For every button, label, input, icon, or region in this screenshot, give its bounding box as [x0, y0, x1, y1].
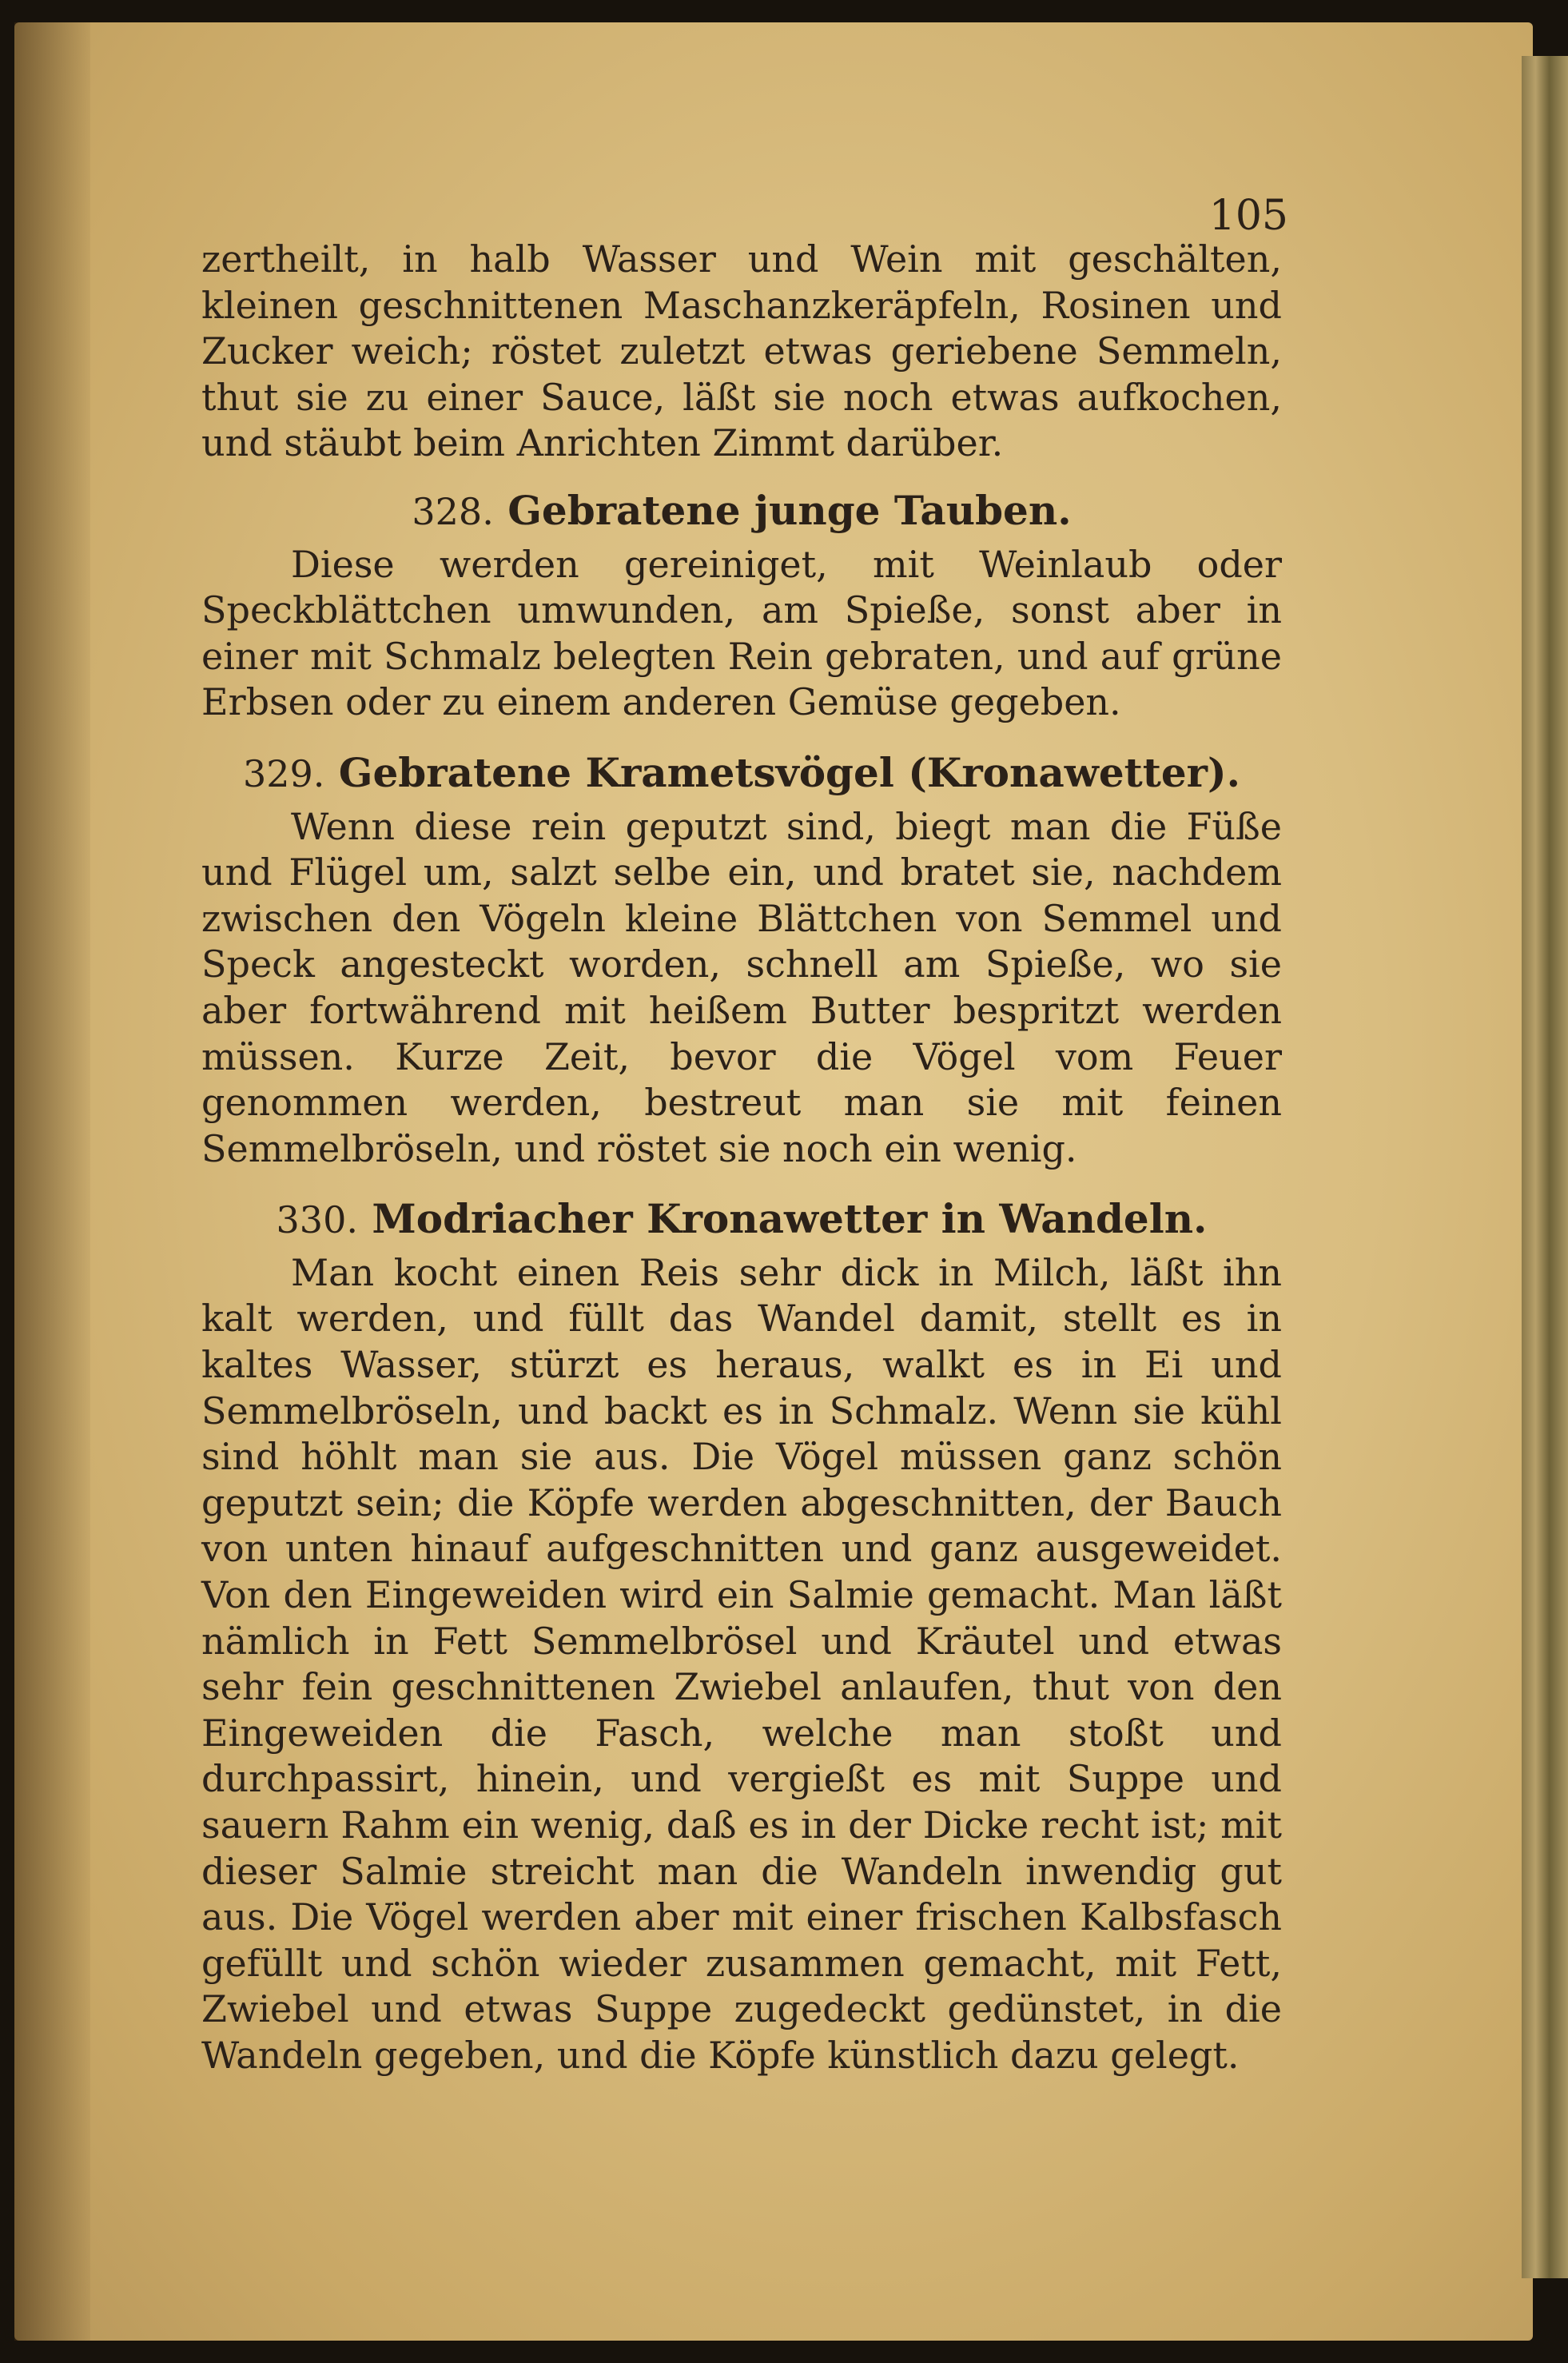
- recipe-330-title: Modriacher Kronawetter in Wandeln.: [372, 1195, 1208, 1243]
- page-number: 105: [1208, 192, 1288, 240]
- recipe-329-heading: [201, 750, 1282, 798]
- recipe-329-number: 329.: [242, 751, 325, 795]
- recipe-328-heading: [201, 488, 1282, 536]
- recipe-330-number: 330.: [276, 1198, 358, 1242]
- text-block: [201, 185, 1282, 2079]
- recipe-328-title: Gebratene junge Tauben.: [507, 486, 1072, 534]
- recipe-329-body: Wenn diese rein geputzt sind, biegt man die Füße und Flügel um, salzt selbe ein, und bratet sie, nachdem zwischen den Vögeln kleine Blättchen von Semmel und Speck angesteckt worden, schnell am Spieße, wo sie aber fortwährend mit heißem Butter bespritzt werden müssen. Kurze Zeit, bevor die Vögel vom Feuer genommen werden, bestreut man sie mit feinen Semmelbröseln, und röstet sie noch ein wenig.: [201, 804, 1282, 1170]
- recipe-329-title: Gebratene Krametsvögel (Kronawetter).: [338, 748, 1241, 796]
- recipe-328-body: Diese werden gereiniget, mit Weinlaub oder Speckblättchen umwunden, am Spieße, sonst aber in einer mit Schmalz belegten Rein gebraten, und auf grüne Erbsen oder zu einem anderen Gemüse gegeben.: [201, 542, 1282, 724]
- recipe-328-number: 328.: [412, 489, 494, 533]
- binding-gutter: [14, 22, 90, 2341]
- recipe-330-body: Man kocht einen Reis sehr dick in Milch, läßt ihn kalt werden, und füllt das Wandel damit, stellt es in kaltes Wasser, stürzt es heraus, walkt es in Ei und Semmelbröseln, und backt es in Schmalz. Wenn sie kühl sind höhlt man sie aus. Die Vögel müssen ganz schön geputzt sein; die Köpfe werden abgeschnitten, der Bauch von unten hinauf aufgeschnitten und ganz ausgeweidet. Von den Eingeweiden wird ein Salmie gemacht. Man läßt nämlich in Fett Semmelbrösel und Kräutel und etwas sehr fein geschnittenen Zwiebel anlaufen, thut von den Eingeweiden die Fasch, welche man stoßt und durchpassirt, hinein, und vergießt es mit Suppe und sauern Rahm ein wenig, daß es in der Dicke recht ist; mit dieser Salmie streicht man die Wandeln inwendig gut aus. Die Vögel werden aber mit einer frischen Kalbsfasch gefüllt und schön wieder zusammen gemacht, mit Fett, Zwiebel und etwas Suppe zugedeckt gedünstet, in die Wandeln gegeben, und die Köpfe künstlich dazu gelegt.: [201, 1250, 1282, 2077]
- continuation-paragraph: zertheilt, in halb Wasser und Wein mit geschälten, kleinen geschnittenen Maschanzkeräpfeln, Rosinen und Zucker weich; röstet zuletzt etwas geriebene Semmeln, thut sie zu einer Sauce, läßt sie noch etwas aufkochen, und stäubt beim Anrichten Zimmt darüber.: [201, 237, 1282, 465]
- recipe-330-heading: [201, 1196, 1282, 1244]
- page-edges: [1522, 56, 1568, 2278]
